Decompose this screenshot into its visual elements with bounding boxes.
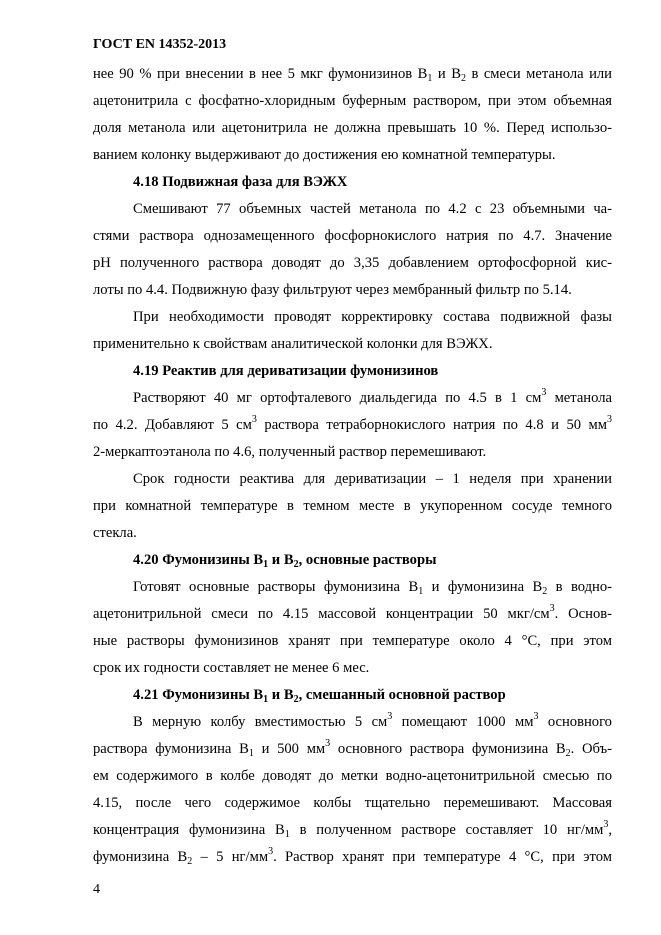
paragraph-line: ем содержимого в колбе доводят до метки водно-ацетонитрильной смесью по [93,768,612,784]
paragraph-line: 4.15, после чего содержимое колбы тщательно перемешивают. Массовая [93,795,612,811]
section-heading-4-19: 4.19 Реактив для дериватизации фумонизинов [133,363,439,379]
paragraph-line: по 4.2. Добавляют 5 $см^3$ раствора тетраборнокислого натрия по 4.8 и 50 $мм^3$ [93,414,612,433]
paragraph-line: стекла. [93,525,137,541]
paragraph-line: при комнатной температуре в темном месте в укупоренном сосуде темного [93,498,612,514]
paragraph-line: концентрация фумонизина $B_1$ в полученном растворе составляет 10 $нг/мм^3$, [93,819,612,840]
paragraph-line: доля метанола или ацетонитрила не должна превышать 10 %. Перед использо- [93,120,612,136]
paragraph-line: раствора фумонизина $B_1$ и 500 $мм^3$ основного раствора фумонизина $B_2$. Объ- [93,738,612,759]
paragraph-line: стями раствора однозамещенного фосфорнокислого натрия по 4.7. Значение [93,228,612,244]
paragraph-line: Срок годности реактива для дериватизации – 1 неделя при хранении [133,471,612,487]
paragraph-line: 2-меркаптоэтанола по 4.6, полученный раствор перемешивают. [93,444,487,460]
paragraph-line: Смешивают 77 объемных частей метанола по 4.2 с 23 объемными ча- [133,201,612,217]
paragraph-line: При необходимости проводят корректировку состава подвижной фазы [133,309,612,325]
paragraph-line: срок их годности составляет не менее 6 мес. [93,660,370,676]
paragraph-line: ные растворы фумонизинов хранят при температуре около 4 °С, при этом [93,633,612,649]
document-header: ГОСТ EN 14352-2013 [93,37,227,52]
section-heading-4-20: 4.20 Фумонизины $B_1$ и $B_2$, основные растворы [133,552,437,570]
page-number: 4 [93,882,100,897]
section-heading-4-21: 4.21 Фумонизины $B_1$ и $B_2$, смешанный основной раствор [133,687,506,705]
paragraph-line: лоты по 4.4. Подвижную фазу фильтруют через мембранный фильтр по 5.14. [93,282,572,298]
paragraph-line: Растворяют 40 мг ортофталевого диальдегида по 4.5 в 1 $см^3$ метанола [133,387,612,406]
section-heading-4-18: 4.18 Подвижная фаза для ВЭЖХ [133,174,348,190]
paragraph-line: pH полученного раствора доводят до 3,35 добавлением ортофосфорной кис- [93,255,612,271]
paragraph-line: ацетонитрила с фосфатно-хлоридным буферным раствором, при этом объемная [93,93,612,109]
paragraph-line: ацетонитрильной смеси по 4.15 массовой концентрации 50 мкг/$см^3$. Основ- [93,603,612,622]
paragraph-line: применительно к свойствам аналитической колонки для ВЭЖХ. [93,336,493,352]
paragraph-line: Готовят основные растворы фумонизина $B_1$ и фумонизина $B_2$ в водно- [133,579,613,597]
paragraph-line: В мерную колбу вместимостью 5 $см^3$ помещают 1000 $мм^3$ основного [133,711,612,730]
paragraph-line: нее 90 % при внесении в нее 5 мкг фумонизинов $B_1$ и $B_2$ в смеси метанола или [93,66,612,84]
paragraph-line: ванием колонку выдерживают до достижения ею комнатной температуры. [93,147,556,163]
paragraph-line: фумонизина $B_2 - 5$ $нг/мм^3$. Раствор хранят при температуре 4 °С, при этом [93,846,612,867]
